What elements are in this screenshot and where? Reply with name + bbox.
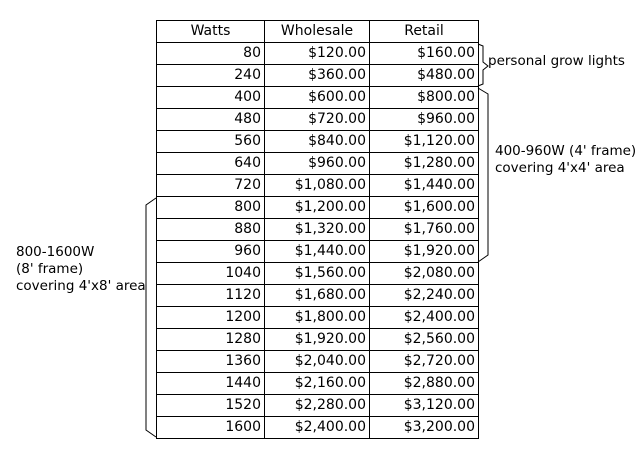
cell-watts: 1120 — [157, 285, 265, 307]
cell-retail: $960.00 — [370, 109, 479, 131]
cell-wholesale: $1,920.00 — [265, 329, 370, 351]
cell-watts: 1280 — [157, 329, 265, 351]
cell-wholesale: $2,400.00 — [265, 417, 370, 439]
note-line: personal grow lights — [488, 53, 625, 69]
cell-wholesale: $1,560.00 — [265, 263, 370, 285]
cell-retail: $800.00 — [370, 87, 479, 109]
cell-watts: 1600 — [157, 417, 265, 439]
cell-retail: $160.00 — [370, 43, 479, 65]
cell-watts: 800 — [157, 197, 265, 219]
header-retail: Retail — [370, 21, 479, 43]
cell-wholesale: $360.00 — [265, 65, 370, 87]
cell-wholesale: $840.00 — [265, 131, 370, 153]
cell-wholesale: $2,160.00 — [265, 373, 370, 395]
cell-retail: $1,120.00 — [370, 131, 479, 153]
cell-wholesale: $120.00 — [265, 43, 370, 65]
cell-retail: $2,720.00 — [370, 351, 479, 373]
cell-watts: 720 — [157, 175, 265, 197]
cell-watts: 400 — [157, 87, 265, 109]
cell-wholesale: $720.00 — [265, 109, 370, 131]
cell-wholesale: $600.00 — [265, 87, 370, 109]
cell-retail: $2,560.00 — [370, 329, 479, 351]
cell-wholesale: $1,200.00 — [265, 197, 370, 219]
cell-watts: 960 — [157, 241, 265, 263]
note-personal-grow-lights — [488, 53, 625, 70]
cell-watts: 880 — [157, 219, 265, 241]
cell-wholesale: $1,800.00 — [265, 307, 370, 329]
cell-watts: 240 — [157, 65, 265, 87]
note-line: 800-1600W — [16, 244, 95, 260]
header-watts: Watts — [157, 21, 265, 43]
header-wholesale: Wholesale — [265, 21, 370, 43]
cell-watts: 1440 — [157, 373, 265, 395]
cell-retail: $1,440.00 — [370, 175, 479, 197]
cell-wholesale: $2,280.00 — [265, 395, 370, 417]
bracket-personal — [478, 44, 488, 86]
cell-retail: $2,240.00 — [370, 285, 479, 307]
bracket-eight-foot — [146, 198, 156, 437]
cell-retail: $1,600.00 — [370, 197, 479, 219]
cell-wholesale: $2,040.00 — [265, 351, 370, 373]
cell-retail: $1,760.00 — [370, 219, 479, 241]
cell-retail: $3,200.00 — [370, 417, 479, 439]
note-four-foot-frame — [495, 143, 636, 177]
cell-retail: $3,120.00 — [370, 395, 479, 417]
cell-retail: $1,920.00 — [370, 241, 479, 263]
cell-watts: 1360 — [157, 351, 265, 373]
cell-retail: $2,080.00 — [370, 263, 479, 285]
cell-wholesale: $1,680.00 — [265, 285, 370, 307]
bracket-four-foot — [478, 88, 488, 262]
cell-watts: 640 — [157, 153, 265, 175]
cell-wholesale: $960.00 — [265, 153, 370, 175]
note-line: covering 4'x4' area — [495, 160, 625, 176]
cell-watts: 1040 — [157, 263, 265, 285]
cell-watts: 560 — [157, 131, 265, 153]
cell-watts: 480 — [157, 109, 265, 131]
cell-watts: 1200 — [157, 307, 265, 329]
cell-wholesale: $1,080.00 — [265, 175, 370, 197]
note-eight-foot-frame — [16, 244, 146, 295]
note-line: 400-960W (4' frame) — [495, 143, 637, 159]
cell-wholesale: $1,320.00 — [265, 219, 370, 241]
cell-retail: $1,280.00 — [370, 153, 479, 175]
cell-retail: $2,880.00 — [370, 373, 479, 395]
cell-watts: 80 — [157, 43, 265, 65]
cell-wholesale: $1,440.00 — [265, 241, 370, 263]
cell-watts: 1520 — [157, 395, 265, 417]
note-line: covering 4'x8' area — [16, 278, 146, 294]
cell-retail: $480.00 — [370, 65, 479, 87]
note-line: (8' frame) — [16, 261, 84, 277]
cell-retail: $2,400.00 — [370, 307, 479, 329]
